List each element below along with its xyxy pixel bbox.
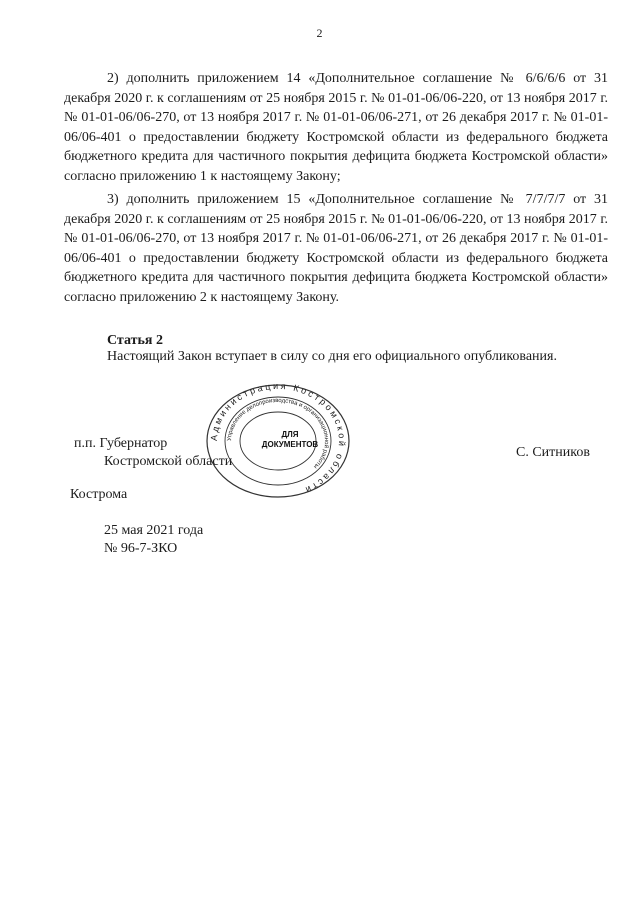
seal-center-line2: ДОКУМЕНТОВ bbox=[261, 440, 319, 449]
city: Кострома bbox=[70, 487, 128, 502]
signatory-region: Костромской области bbox=[104, 454, 233, 469]
official-seal bbox=[205, 384, 351, 498]
seal-center-line1: ДЛЯ bbox=[281, 430, 299, 439]
seal-inner-text: Управление делопроизводства и организационной работы bbox=[226, 397, 330, 470]
seal-outer-text: Администрация Костромской области bbox=[208, 384, 348, 497]
article-title: Статья 2 bbox=[107, 333, 163, 348]
law-number: № 96-7-ЗКО bbox=[104, 541, 178, 556]
page-number: 2 bbox=[316, 26, 323, 40]
paragraph-item-3: 3) дополнить приложением 15 «Дополнительное соглашение № 7/7/7/7 от 31 декабря 2020 г. к соглашениям от 25 ноября 2015 г. № 01-01-06/06-220, от 13 ноября 2017 г. № 01-01-06/06-270, от 13 ноября 2017 г. № 01-01-06/06-271, от 26 декабря 2017 г. № 01-01-06/06-401 о предоставлении бюджету Костромской области из федерального бюджета бюджетного кредита для частичного покрытия дефицита бюджета Костромской области» согласно приложению 2 к настоящему Закону. bbox=[64, 192, 608, 305]
seal-center bbox=[259, 430, 321, 468]
article-text: Настоящий Закон вступает в силу со дня его официального опубликования. bbox=[107, 349, 557, 364]
signer-name: С. Ситников bbox=[516, 445, 590, 460]
adoption-date: 25 мая 2021 года bbox=[104, 523, 204, 538]
paragraph-item-2: 2) дополнить приложением 14 «Дополнительное соглашение № 6/6/6/6 от 31 декабря 2020 г. к соглашениям от 25 ноября 2015 г. № 01-01-06/06-220, от 13 ноября 2017 г. № 01-01-06/06-270, от 13 ноября 2017 г. № 01-01-06/06-271, от 26 декабря 2017 г. № 01-01-06/06-401 о предоставлении бюджету Костромской области из федерального бюджета бюджетного кредита для частичного покрытия дефицита бюджета Костромской области» согласно приложению 1 к настоящему Закону; bbox=[64, 71, 608, 184]
signatory-position: п.п. Губернатор bbox=[74, 436, 168, 451]
